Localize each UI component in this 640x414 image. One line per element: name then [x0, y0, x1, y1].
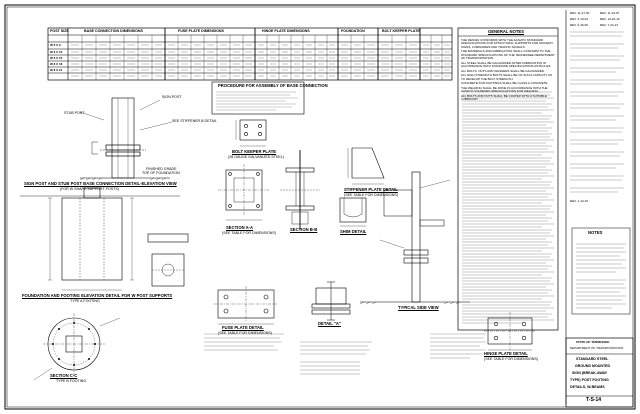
table-row: W 6 X 12	[50, 50, 63, 54]
detail-a-title: DETAIL "A"	[318, 321, 341, 326]
fuse-plate-title: FUSE PLATE DETAIL	[222, 325, 264, 330]
title-line-3: SIGN (BREAK-AWAY	[572, 371, 608, 375]
hinge-detail-subtitle: (SEE TABLE FOR DIMENSIONS)	[484, 357, 538, 361]
hinge-plate-callout: SEE STIFFENER B DETAIL	[172, 119, 217, 123]
table-base-header: BASE CONNECTION DIMENSIONS	[84, 29, 143, 33]
section-aa-subtitle: (SEE TABLE FOR DIMENSIONS)	[222, 231, 276, 235]
general-note: ALL HIGH STRENGTH BOLTS SHALL BE OF SUCH CAPACITY AS TO DEVELOP THE BOLT STRENGTH.	[461, 73, 552, 81]
top-of-foundation-label: TOP OF FOUNDATION	[142, 171, 180, 175]
table-row: W 6 X 15	[50, 56, 63, 60]
foundation-title: FOUNDATION AND FOOTING ELEVATION DETAIL FOR W POST SUPPORTS	[22, 293, 173, 298]
typical-side-title: TYPICAL SIDE VIEW	[398, 305, 439, 310]
hinge-detail-title: HINGE PLATE DETAIL	[484, 351, 528, 356]
side-notes-title: NOTES	[588, 230, 603, 235]
general-note: ALL BOLTS, NUTS AND WASHERS SHALL BE GALVANIZED.	[461, 68, 545, 73]
table-fuse-header: FUSE PLATE DIMENSIONS	[178, 29, 224, 33]
drawing-number: T-S-14	[586, 397, 602, 403]
table-row: W 8 X 18	[50, 62, 63, 66]
revision-item: REV. 3-19-03	[570, 17, 588, 21]
procedure-title: PROCEDURE FOR ASSEMBLY OF BASE CONNECTION	[218, 83, 328, 88]
title-line-2: GROUND MOUNTED	[575, 364, 611, 368]
section-bb-title: SECTION B-B	[290, 227, 318, 232]
section-aa-title: SECTION A-A	[226, 225, 254, 230]
title-line-1: STANDARD STEEL	[576, 357, 609, 361]
table-foundation-header: FOUNDATION	[341, 29, 365, 33]
sign-post-label: SIGN POST	[162, 95, 182, 99]
title-agency: STATE OF TENNESSEE	[576, 340, 610, 344]
stub-post-label: STUB POST	[64, 111, 85, 115]
foundation-subtitle: TYPE A FOOTING	[70, 299, 100, 303]
general-note: THE DESIGN CONFORMS WITH THE AASHTO STANDARD SPECIFICATIONS FOR STRUCTURAL SUPPORTS FOR HIGHWAY SIGNS, LUMINAIRES AND TRAFFIC SIGNALS.	[461, 38, 554, 49]
sign-post-detail-title: SIGN POST AND STUB POST BASE CONNECTION DETAIL-ELEVATION VIEW	[24, 181, 177, 186]
revision-item: REV. 7-24-13	[600, 23, 618, 27]
revision-item: REV. 6-30-05	[570, 23, 588, 27]
table-post-size-header: POST SIZE	[50, 29, 69, 33]
table-keeper-header: BOLT KEEPER PLATE	[382, 29, 420, 33]
general-note: ALL STEEL SHALL BE GALVANIZED AFTER FABRICATION IN ACCORDANCE WITH STANDARD SPECIFICATIONS ASTM A123.	[461, 60, 552, 69]
revision-item: REV. 1-13-15	[570, 199, 588, 203]
general-note: ALL BOLTS AND NUTS SHALL BE COATED WITH A SUITABLE LUBRICANT.	[461, 94, 547, 102]
shim-title: SHIM DETAIL	[340, 229, 367, 234]
bolt-keeper-subtitle: (28 GAUGE GALVANIZED STEEL)	[228, 155, 284, 159]
title-department: DEPARTMENT OF TRANSPORTATION	[570, 346, 624, 350]
table-hinge-header: HINGE PLATE DIMENSIONS	[262, 29, 310, 33]
title-line-4: TYPE) POST FOOTING	[570, 378, 609, 382]
bolt-keeper-title: BOLT KEEPER PLATE	[232, 149, 277, 154]
general-note: THE WELDING SHALL BE DONE IN ACCORDANCE WITH THE AASHTO STANDARD SPECIFICATIONS FOR WELDING.	[461, 86, 548, 94]
fuse-plate-subtitle: (SEE TABLE FOR DIMENSIONS)	[218, 331, 272, 335]
stiffener-subtitle: (SEE TABLE FOR DIMENSIONS)	[344, 193, 398, 197]
general-notes-title: GENERAL NOTES	[488, 29, 524, 34]
general-notes-list	[461, 39, 555, 103]
general-note: CONCRETE FOR FOOTINGS SHALL BE CLASS A CONCRETE.	[461, 81, 549, 86]
section-cc-subtitle: TYPE B FOOTING	[56, 379, 87, 383]
revision-item: REV. 10-22-10	[600, 17, 620, 21]
revision-item: REV. 11-16-07	[600, 11, 620, 15]
table-row: W 6 X 9	[50, 43, 61, 47]
sign-post-detail-subtitle: (FOR W SHAPE SUPPORT POSTS)	[60, 187, 119, 191]
stiffener-title: STIFFENER PLATE DETAIL	[344, 187, 398, 192]
section-cc-title: SECTION C-C	[50, 373, 78, 378]
title-line-5: DETAILS, W-BEAMS	[570, 385, 605, 389]
table-row: W 8 X 21	[50, 68, 63, 72]
general-note: THE MATERIALS AND FABRICATION SHALL CONFORM TO THE STANDARD SPECIFICATIONS OF THE TENNESSEE DEPARTMENT OF TRANSPORTATION.	[461, 49, 555, 61]
revision-item: REV. 11-27-00	[570, 11, 590, 15]
finished-grade-label: FINISHED GRADE	[146, 167, 177, 171]
